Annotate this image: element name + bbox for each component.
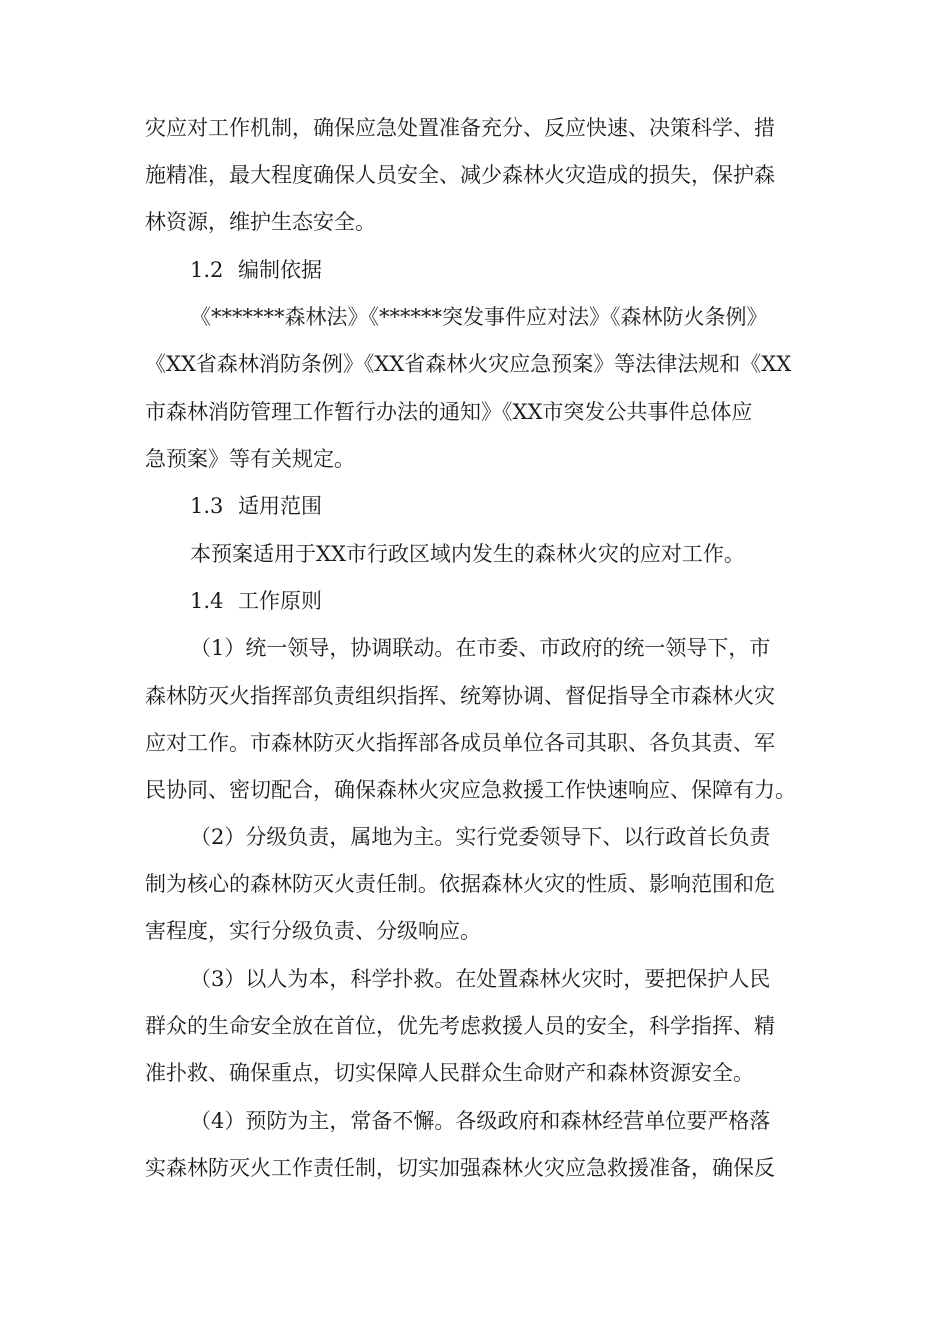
section-heading-1-2	[190, 255, 870, 285]
body-text-line: （3）以人为本，科学扑救。在处置森林火灾时，要把保护人民	[190, 967, 771, 991]
body-text-line: 灾应对工作机制，确保应急处置准备充分、反应快速、决策科学、措	[145, 116, 775, 140]
body-text-line: 应对工作。市森林防灭火指挥部各成员单位各司其职、各负其责、军	[145, 731, 775, 755]
section-title: 适用范围	[238, 494, 322, 518]
body-text-line: 本预案适用于XX市行政区域内发生的森林火灾的应对工作。	[190, 542, 745, 566]
body-text-line: 施精准，最大程度确保人员安全、减少森林火灾造成的损失，保护森	[145, 163, 775, 187]
body-text-line: （4）预防为主，常备不懈。各级政府和森林经营单位要严格落	[190, 1109, 771, 1133]
section-number: 1.3	[190, 494, 224, 518]
body-text-line: 准扑救、确保重点，切实保障人民群众生命财产和森林资源安全。	[145, 1061, 754, 1085]
body-text-line: 森林防灭火指挥部负责组织指挥、统筹协调、督促指导全市森林火灾	[145, 684, 775, 708]
section-title: 编制依据	[238, 258, 322, 282]
body-text-line: 害程度，实行分级负责、分级响应。	[145, 919, 481, 943]
body-text-line: 群众的生命安全放在首位，优先考虑救援人员的安全，科学指挥、精	[145, 1014, 775, 1038]
section-number: 1.4	[190, 589, 224, 613]
body-text-line: 《XX省森林消防条例》《XX省森林火灾应急预案》等法律法规和《XX	[145, 352, 792, 376]
body-text-line: 林资源，维护生态安全。	[145, 210, 376, 234]
body-text-line: 急预案》等有关规定。	[145, 447, 355, 471]
body-text-line: 制为核心的森林防灭火责任制。依据森林火灾的性质、影响范围和危	[145, 872, 775, 896]
section-number: 1.2	[190, 258, 224, 282]
section-heading-1-4	[190, 586, 870, 616]
section-heading-1-3	[190, 491, 870, 521]
body-text-line: 实森林防灭火工作责任制，切实加强森林火灾应急救援准备，确保反	[145, 1156, 775, 1180]
body-text-line: （2）分级负责，属地为主。实行党委领导下、以行政首长负责	[190, 825, 771, 849]
body-text-line: 市森林消防管理工作暂行办法的通知》《XX市突发公共事件总体应	[145, 400, 753, 424]
section-title: 工作原则	[238, 589, 322, 613]
body-text-line: （1）统一领导，协调联动。在市委、市政府的统一领导下，市	[190, 636, 771, 660]
body-text-line: 民协同、密切配合，确保森林火灾应急救援工作快速响应、保障有力。	[145, 778, 796, 802]
body-text-line: 《*******森林法》《******突发事件应对法》《森林防火条例》	[190, 305, 768, 329]
